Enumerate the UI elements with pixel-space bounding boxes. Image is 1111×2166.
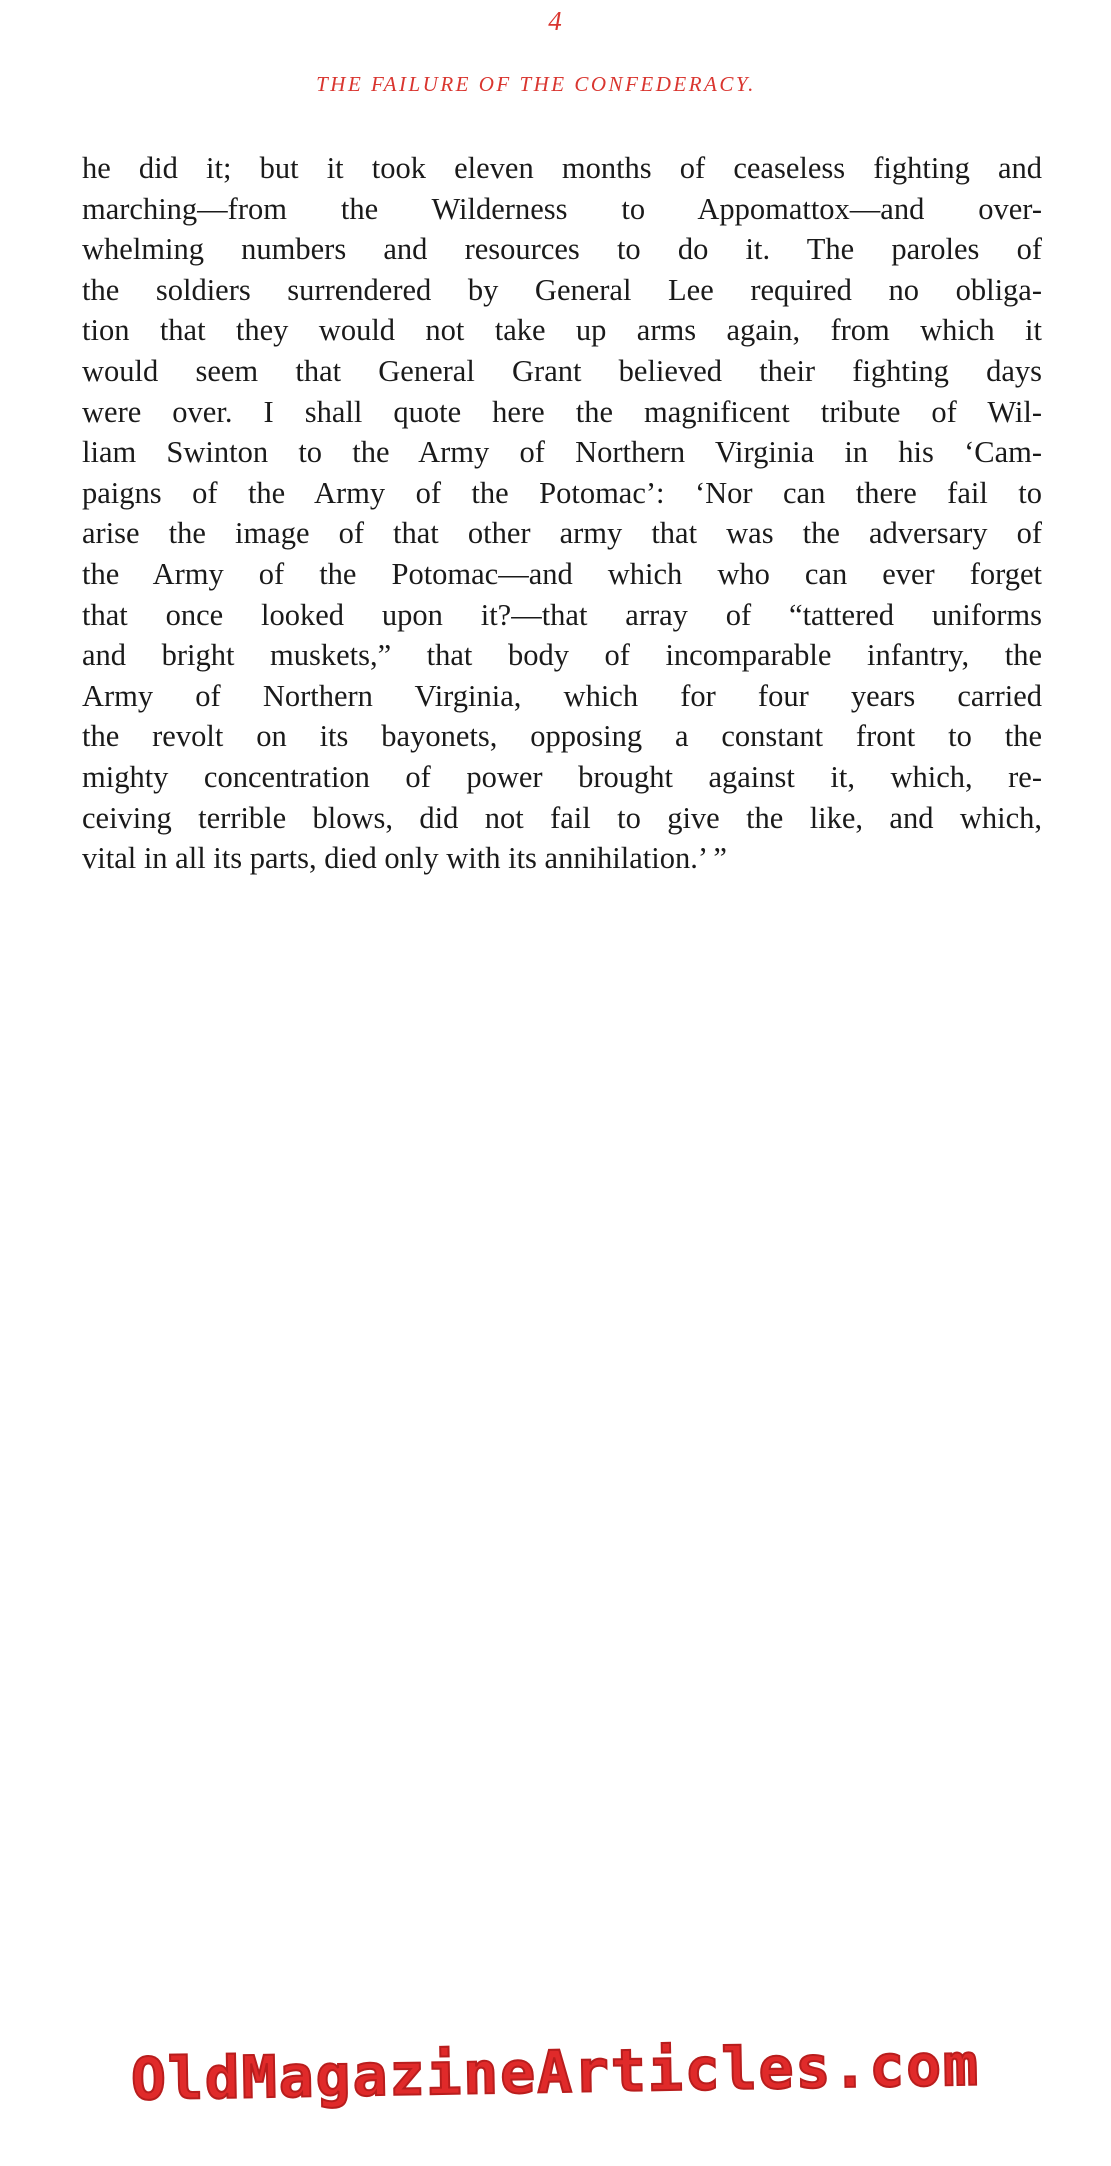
running-head: THE FAILURE OF THE CONFEDERACY. bbox=[316, 72, 756, 96]
text-line: and bright muskets,” that body of incomparable infantry, the bbox=[82, 638, 1042, 673]
text-line: liam Swinton to the Army of Northern Virginia in his ‘Cam- bbox=[82, 435, 1042, 470]
text-line: would seem that General Grant believed their fighting days bbox=[82, 353, 1042, 388]
text-line: marching—from the Wilderness to Appomattox—and over- bbox=[82, 191, 1042, 226]
page-number: 4 bbox=[548, 6, 563, 36]
text-line: mighty concentration of power brought against it, which, re- bbox=[82, 759, 1042, 794]
text-line: the soldiers surrendered by General Lee required no obliga- bbox=[82, 272, 1042, 307]
site-watermark: OldMagazineArticles.com bbox=[130, 2030, 981, 2114]
text-line: were over. I shall quote here the magnificent tribute of Wil- bbox=[82, 394, 1042, 429]
text-line: Army of Northern Virginia, which for four years carried bbox=[82, 678, 1042, 713]
text-line: vital in all its parts, died only with its annihilation.’ ” bbox=[82, 841, 727, 876]
text-line: he did it; but it took eleven months of ceaseless fighting and bbox=[82, 151, 1042, 185]
text-line: that once looked upon it?—that array of “tattered uniforms bbox=[82, 597, 1042, 632]
text-line: arise the image of that other army that was the adversary of bbox=[82, 516, 1042, 551]
article-body bbox=[82, 148, 1042, 879]
text-line: paigns of the Army of the Potomac’: ‘Nor can there fail to bbox=[82, 475, 1042, 510]
text-line: tion that they would not take up arms again, from which it bbox=[82, 313, 1042, 348]
text-line: the Army of the Potomac—and which who can ever forget bbox=[82, 556, 1042, 591]
text-line: ceiving terrible blows, did not fail to give the like, and which, bbox=[82, 800, 1042, 835]
text-line: the revolt on its bayonets, opposing a constant front to the bbox=[82, 719, 1042, 754]
text-line: whelming numbers and resources to do it. The paroles of bbox=[82, 232, 1042, 267]
